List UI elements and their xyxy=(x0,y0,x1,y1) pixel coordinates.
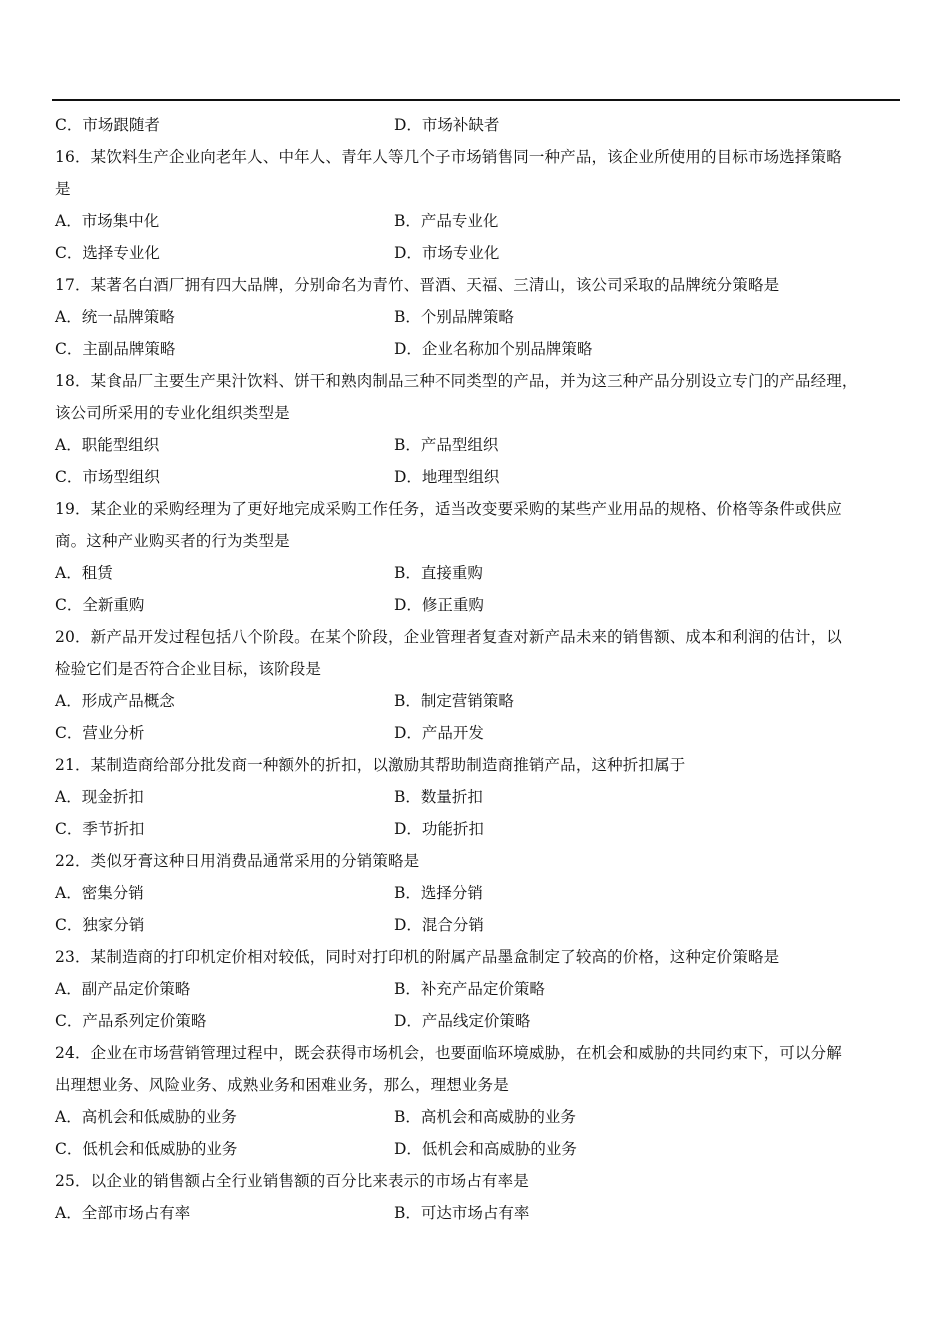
option-left: A．副产品定价策略 xyxy=(55,980,191,998)
header-rule xyxy=(52,99,900,101)
option-row xyxy=(55,333,900,365)
option-row xyxy=(55,813,900,845)
option-row xyxy=(55,1101,900,1133)
option-left: A．职能型组织 xyxy=(55,436,160,454)
option-right: D．修正重购 xyxy=(394,596,484,614)
option-row xyxy=(55,109,900,141)
option-left: A．高机会和低威胁的业务 xyxy=(55,1108,237,1126)
option-right: D．低机会和高威胁的业务 xyxy=(394,1140,577,1158)
option-row xyxy=(55,461,900,493)
question-stem: 18．某食品厂主要生产果汁饮料、饼干和熟肉制品三种不同类型的产品，并为这三种产品分别设立专门的产品经理， xyxy=(55,372,858,390)
question-stem: 商。这种产业购买者的行为类型是 xyxy=(55,532,290,550)
question-stem: 20．新产品开发过程包括八个阶段。在某个阶段，企业管理者复查对新产品未来的销售额、成本和利润的估计，以 xyxy=(55,628,842,646)
option-left: C．市场型组织 xyxy=(55,468,160,486)
option-right: B．个别品牌策略 xyxy=(394,308,514,326)
option-right: D．地理型组织 xyxy=(394,468,500,486)
question-stem: 是 xyxy=(55,180,71,198)
option-right: B．选择分销 xyxy=(394,884,483,902)
option-row xyxy=(55,1005,900,1037)
option-row xyxy=(55,301,900,333)
option-row xyxy=(55,1197,900,1229)
option-right: B．制定营销策略 xyxy=(394,692,514,710)
option-right: B．可达市场占有率 xyxy=(394,1204,530,1222)
question-stem: 检验它们是否符合企业目标，该阶段是 xyxy=(55,660,322,678)
option-left: A．现金折扣 xyxy=(55,788,144,806)
question-stem: 24．企业在市场营销管理过程中，既会获得市场机会，也要面临环境威胁，在机会和威胁的共同约束下，可以分解 xyxy=(55,1044,842,1062)
question-stem: 17．某著名白酒厂拥有四大品牌，分别命名为青竹、晋酒、天福、三清山，该公司采取的品牌统分策略是 xyxy=(55,276,780,294)
option-row xyxy=(55,205,900,237)
option-row xyxy=(55,717,900,749)
question-stem: 22．类似牙膏这种日用消费品通常采用的分销策略是 xyxy=(55,852,420,870)
option-left: C．选择专业化 xyxy=(55,244,160,262)
question-stem: 出理想业务、风险业务、成熟业务和困难业务，那么，理想业务是 xyxy=(55,1076,509,1094)
option-row xyxy=(55,909,900,941)
question-list xyxy=(55,109,900,1229)
option-row xyxy=(55,973,900,1005)
option-row xyxy=(55,877,900,909)
option-row xyxy=(55,557,900,589)
option-right: B．数量折扣 xyxy=(394,788,483,806)
option-right: D．产品线定价策略 xyxy=(394,1012,531,1030)
option-left: A．统一品牌策略 xyxy=(55,308,175,326)
option-left: C．主副品牌策略 xyxy=(55,340,176,358)
option-left: C．低机会和低威胁的业务 xyxy=(55,1140,238,1158)
option-left: A．市场集中化 xyxy=(55,212,160,230)
option-row xyxy=(55,429,900,461)
question-stem: 该公司所采用的专业化组织类型是 xyxy=(55,404,290,422)
option-right: D．功能折扣 xyxy=(394,820,484,838)
option-right: D．产品开发 xyxy=(394,724,484,742)
question-stem: 16．某饮料生产企业向老年人、中年人、青年人等几个子市场销售同一种产品，该企业所使用的目标市场选择策略 xyxy=(55,148,842,166)
option-left: C．季节折扣 xyxy=(55,820,145,838)
option-row xyxy=(55,237,900,269)
question-stem: 21．某制造商给部分批发商一种额外的折扣，以激励其帮助制造商推销产品，这种折扣属于 xyxy=(55,756,686,774)
option-right: B．直接重购 xyxy=(394,564,483,582)
option-right: B．产品专业化 xyxy=(394,212,499,230)
option-right: D．市场补缺者 xyxy=(394,116,500,134)
option-row xyxy=(55,685,900,717)
option-row xyxy=(55,1133,900,1165)
option-left: C．营业分析 xyxy=(55,724,145,742)
option-left: C．产品系列定价策略 xyxy=(55,1012,207,1030)
option-right: D．市场专业化 xyxy=(394,244,500,262)
option-right: D．企业名称加个别品牌策略 xyxy=(394,340,593,358)
question-stem: 23．某制造商的打印机定价相对较低，同时对打印机的附属产品墨盒制定了较高的价格，这种定价策略是 xyxy=(55,948,780,966)
option-row xyxy=(55,781,900,813)
option-right: B．补充产品定价策略 xyxy=(394,980,545,998)
question-stem: 19．某企业的采购经理为了更好地完成采购工作任务，适当改变要采购的某些产业用品的规格、价格等条件或供应 xyxy=(55,500,842,518)
option-row xyxy=(55,589,900,621)
option-right: B．产品型组织 xyxy=(394,436,499,454)
option-left: A．租赁 xyxy=(55,564,113,582)
option-left: C．全新重购 xyxy=(55,596,145,614)
option-right: B．高机会和高威胁的业务 xyxy=(394,1108,576,1126)
option-left: A．密集分销 xyxy=(55,884,144,902)
option-left: C．独家分销 xyxy=(55,916,145,934)
option-left: C．市场跟随者 xyxy=(55,116,160,134)
option-left: A．形成产品概念 xyxy=(55,692,175,710)
option-right: D．混合分销 xyxy=(394,916,484,934)
option-left: A．全部市场占有率 xyxy=(55,1204,191,1222)
question-stem: 25．以企业的销售额占全行业销售额的百分比来表示的市场占有率是 xyxy=(55,1172,529,1190)
